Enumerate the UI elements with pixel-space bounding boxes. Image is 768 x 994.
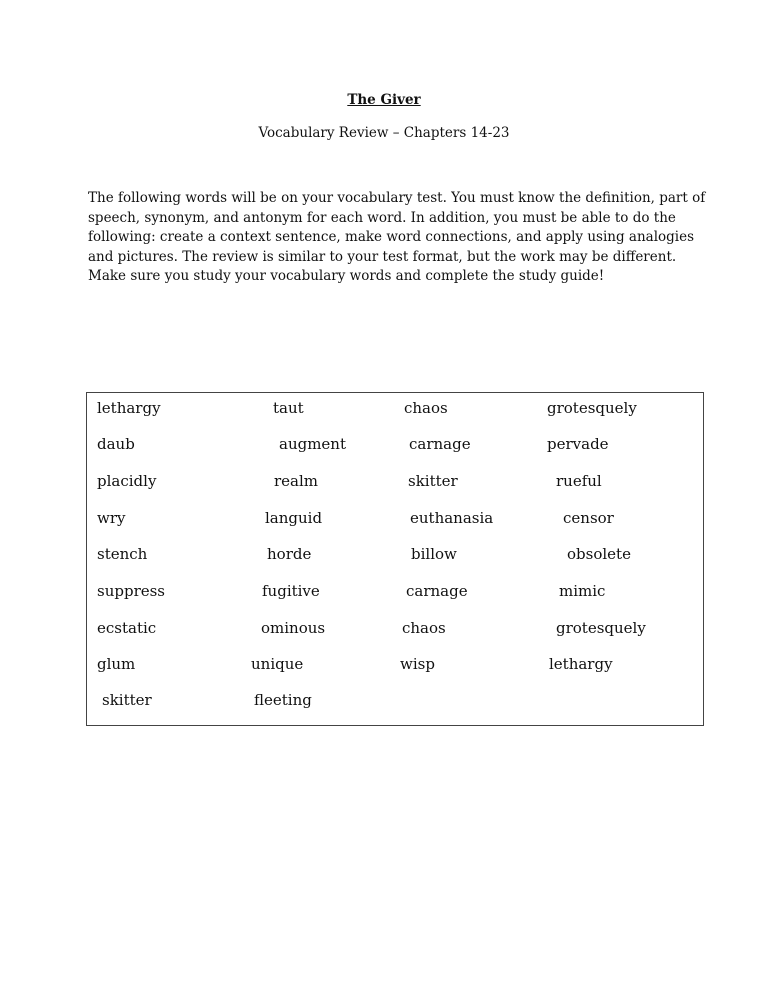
vocab-word: grotesquely: [556, 619, 646, 637]
vocab-word: euthanasia: [410, 509, 494, 527]
document-title: The Giver: [347, 92, 421, 108]
vocab-word: chaos: [402, 619, 446, 637]
vocab-word: carnage: [406, 582, 468, 600]
vocab-word: lethargy: [549, 655, 613, 673]
vocab-word: placidly: [97, 472, 157, 490]
vocab-word: skitter: [408, 472, 458, 490]
vocab-word: chaos: [404, 399, 448, 417]
vocab-word: suppress: [97, 582, 166, 600]
vocabulary-word-box: [86, 392, 704, 726]
intro-paragraph: The following words will be on your vocabulary test. You must know the definition, part of speech, synonym, and antonym for each word. In addition, you must be able to do the following: create a context sentence, make word connections, and apply using analogies and pictures. The review is similar to your test format, but the work may be different. Make sure you study your vocabulary words and complete the study guide!: [88, 190, 706, 285]
vocab-word: unique: [251, 655, 304, 673]
vocab-word: billow: [411, 545, 457, 563]
vocab-word: daub: [97, 435, 135, 453]
vocab-word: obsolete: [567, 545, 631, 563]
vocab-word: ecstatic: [97, 619, 157, 637]
vocab-word: rueful: [556, 472, 602, 490]
vocab-word: carnage: [409, 435, 471, 453]
vocab-word: ominous: [261, 619, 326, 637]
vocab-word: augment: [279, 435, 346, 453]
vocab-word: glum: [97, 655, 136, 673]
document-subtitle: Vocabulary Review – Chapters 14-23: [258, 125, 510, 141]
vocab-word: fleeting: [254, 691, 312, 709]
vocab-word: wisp: [400, 655, 435, 673]
vocab-word: skitter: [102, 691, 152, 709]
vocab-word: horde: [267, 545, 312, 563]
vocab-word: censor: [563, 509, 614, 527]
vocab-word: taut: [273, 399, 304, 417]
vocab-word: grotesquely: [547, 399, 637, 417]
vocab-word: languid: [265, 509, 323, 527]
vocab-word: lethargy: [97, 399, 161, 417]
vocab-word: pervade: [547, 435, 609, 453]
vocab-word: realm: [274, 472, 319, 490]
vocab-word: mimic: [559, 582, 606, 600]
vocab-word: fugitive: [262, 582, 320, 600]
vocab-word: stench: [97, 545, 148, 563]
vocab-word: wry: [97, 509, 126, 527]
